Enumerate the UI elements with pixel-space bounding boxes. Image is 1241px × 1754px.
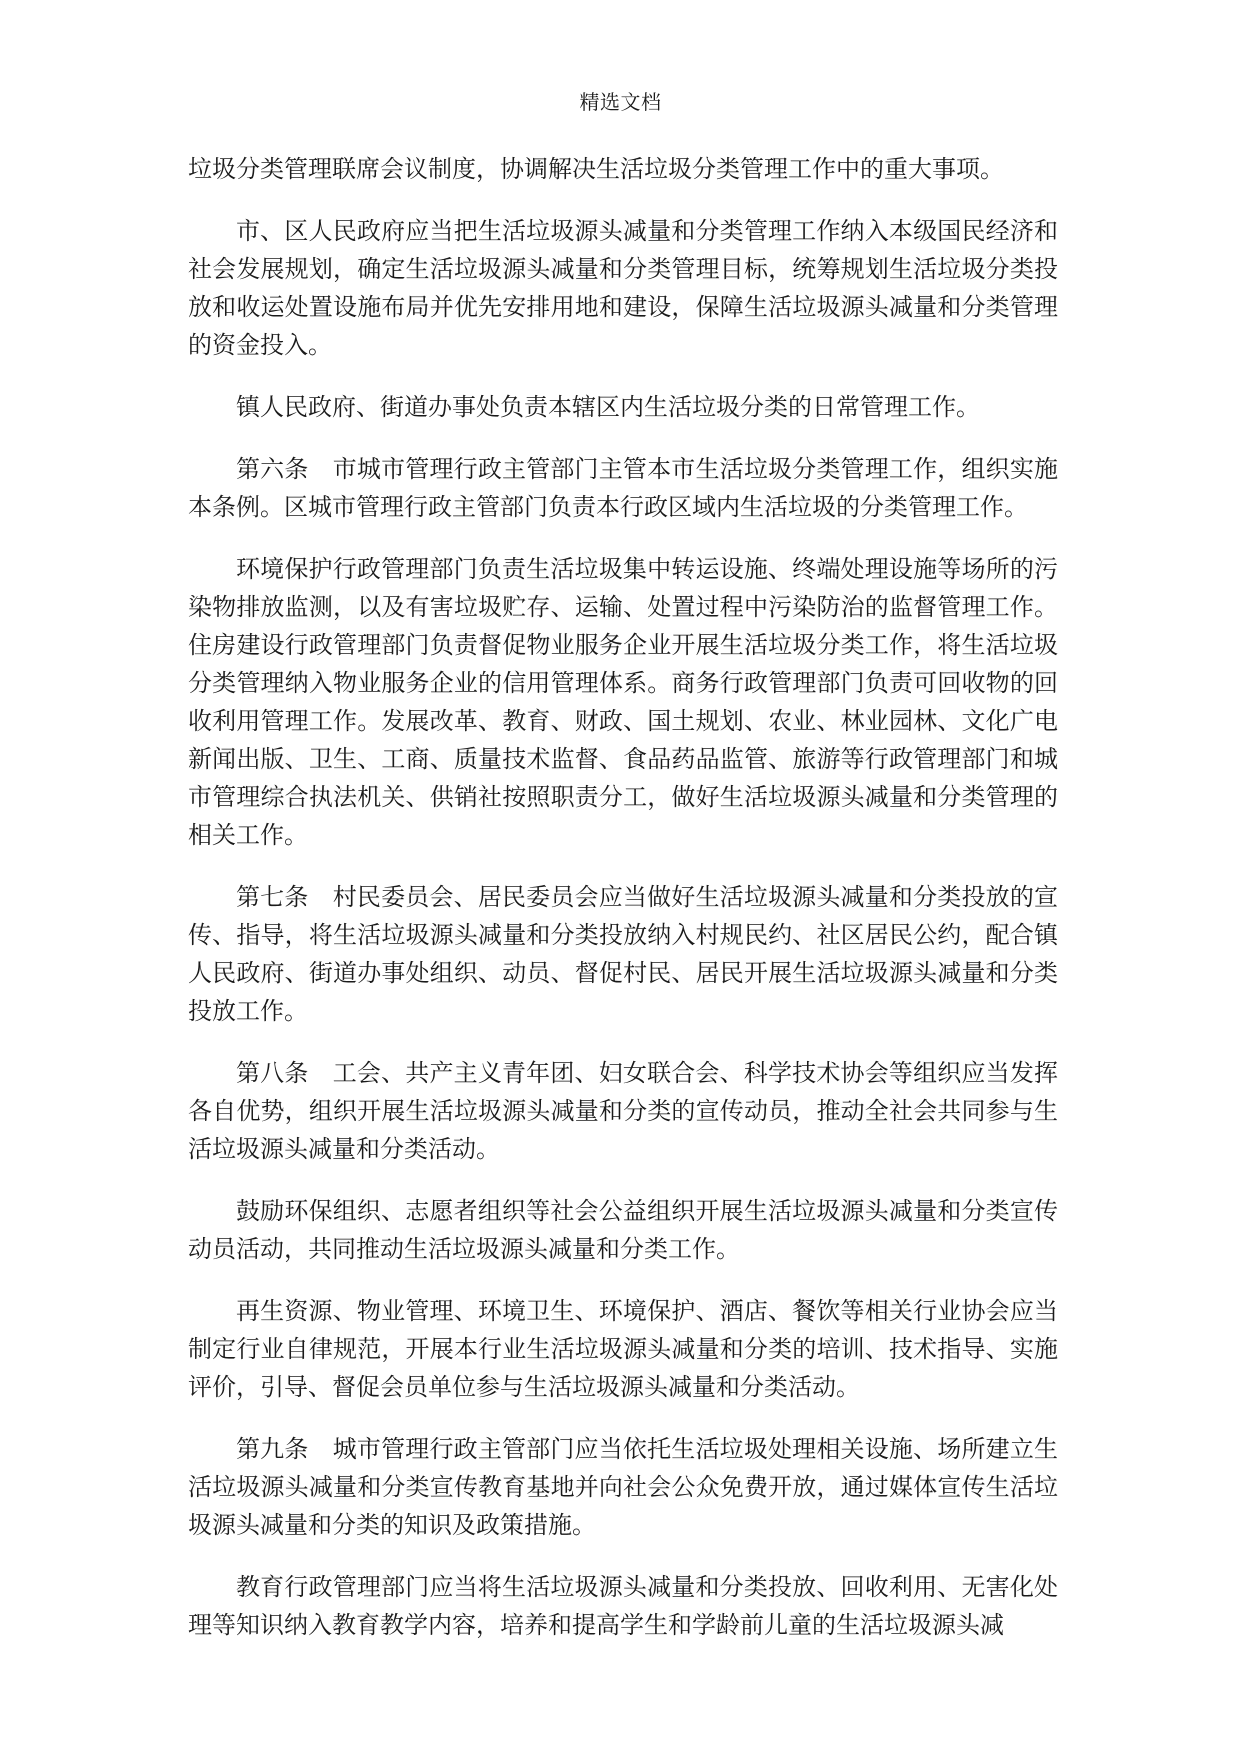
paragraph: 镇人民政府、街道办事处负责本辖区内生活垃圾分类的日常管理工作。 xyxy=(236,393,980,421)
paragraph: 教育行政管理部门应当将生活垃圾源头减量和分类投放、回收利用、无害化处理等知识纳入教育教学内容，培养和提高学生和学龄前儿童的生活垃圾源头减 xyxy=(188,1573,1058,1639)
paragraph: 垃圾分类管理联席会议制度，协调解决生活垃圾分类管理工作中的重大事项。 xyxy=(188,155,1004,183)
page-header: 精选文档 xyxy=(579,90,662,114)
document-body xyxy=(188,150,1058,1668)
article-6-paragraph: 第六条 市城市管理行政主管部门主管本市生活垃圾分类管理工作，组织实施本条例。区城市管理行政主管部门负责本行政区域内生活垃圾的分类管理工作。 xyxy=(188,455,1058,521)
article-7-paragraph: 第七条 村民委员会、居民委员会应当做好生活垃圾源头减量和分类投放的宣传、指导，将生活垃圾源头减量和分类投放纳入村规民约、社区居民公约，配合镇人民政府、街道办事处组织、动员、督促村民、居民开展生活垃圾源头减量和分类投放工作。 xyxy=(188,883,1058,1025)
article-8-paragraph: 第八条 工会、共产主义青年团、妇女联合会、科学技术协会等组织应当发挥各自优势，组织开展生活垃圾源头减量和分类的宣传动员，推动全社会共同参与生活垃圾源头减量和分类活动。 xyxy=(188,1059,1058,1163)
paragraph: 鼓励环保组织、志愿者组织等社会公益组织开展生活垃圾源头减量和分类宣传动员活动，共同推动生活垃圾源头减量和分类工作。 xyxy=(188,1197,1058,1263)
article-9-paragraph: 第九条 城市管理行政主管部门应当依托生活垃圾处理相关设施、场所建立生活垃圾源头减量和分类宣传教育基地并向社会公众免费开放，通过媒体宣传生活垃圾源头减量和分类的知识及政策措施。 xyxy=(188,1435,1058,1539)
paragraph: 再生资源、物业管理、环境卫生、环境保护、酒店、餐饮等相关行业协会应当制定行业自律规范，开展本行业生活垃圾源头减量和分类的培训、技术指导、实施评价，引导、督促会员单位参与生活垃圾源头减量和分类活动。 xyxy=(188,1297,1058,1401)
paragraph: 环境保护行政管理部门负责生活垃圾集中转运设施、终端处理设施等场所的污染物排放监测，以及有害垃圾贮存、运输、处置过程中污染防治的监督管理工作。住房建设行政管理部门负责督促物业服务企业开展生活垃圾分类工作，将生活垃圾分类管理纳入物业服务企业的信用管理体系。商务行政管理部门负责可回收物的回收利用管理工作。发展改革、教育、财政、国土规划、农业、林业园林、文化广电新闻出版、卫生、工商、质量技术监督、食品药品监管、旅游等行政管理部门和城市管理综合执法机关、供销社按照职责分工，做好生活垃圾源头减量和分类管理的相关工作。 xyxy=(188,555,1058,849)
paragraph: 市、区人民政府应当把生活垃圾源头减量和分类管理工作纳入本级国民经济和社会发展规划，确定生活垃圾源头减量和分类管理目标，统筹规划生活垃圾分类投放和收运处置设施布局并优先安排用地和建设，保障生活垃圾源头减量和分类管理的资金投入。 xyxy=(188,217,1058,359)
